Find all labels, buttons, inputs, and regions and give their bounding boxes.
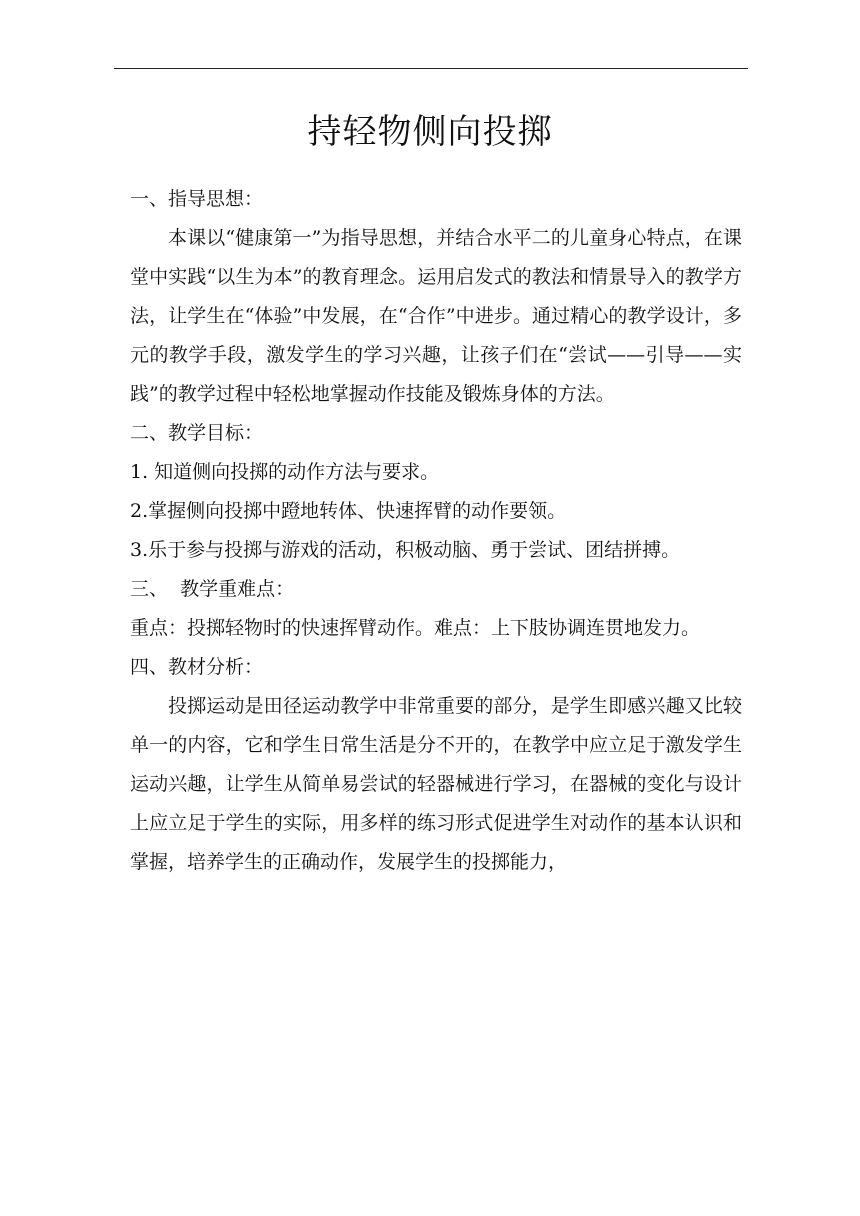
header-rule [114,68,748,69]
section-heading-guiding-thought: 一、指导思想： [130,188,264,210]
section-heading-teaching-goals: 二、教学目标： [130,422,264,444]
teaching-goal-item: 1. 知道侧向投掷的动作方法与要求。 [130,461,440,483]
guiding-thought-paragraph: 本课以“健康第一”为指导思想，并结合水平二的儿童身心特点，在课堂中实践“以生为本”的教育理念。运用启发式的教法和情景导入的教学方法，让学生在“体验”中发展，在“合作”中进步。通过精心的教学设计，多元的教学手段，激发学生的学习兴趣，让孩子们在“尝试——引导——实践”的教学过程中轻松地掌握动作技能及锻炼身体的方法。 [130,227,742,405]
key-difficulties-text: 重点：投掷轻物时的快速挥臂动作。难点：上下肢协调连贯地发力。 [130,617,701,639]
document-body [130,180,742,882]
section-heading-key-difficulties: 三、 教学重难点： [130,578,295,600]
teaching-goal-item: 3.乐于参与投掷与游戏的活动，积极动脑、勇于尝试、团结拼搏。 [130,539,681,561]
section-heading-material-analysis: 四、教材分析： [130,656,264,678]
document-title: 持轻物侧向投掷 [307,112,553,152]
material-analysis-paragraph: 投掷运动是田径运动教学中非常重要的部分，是学生即感兴趣又比较单一的内容，它和学生日常生活是分不开的，在教学中应立足于激发学生运动兴趣，让学生从简单易尝试的轻器械进行学习，在器械的变化与设计上应立足于学生的实际，用多样的练习形式促进学生对动作的基本认识和掌握，培养学生的正确动作，发展学生的投掷能力， [130,695,742,873]
teaching-goal-item: 2.掌握侧向投掷中蹬地转体、快速挥臂的动作要领。 [130,500,567,522]
